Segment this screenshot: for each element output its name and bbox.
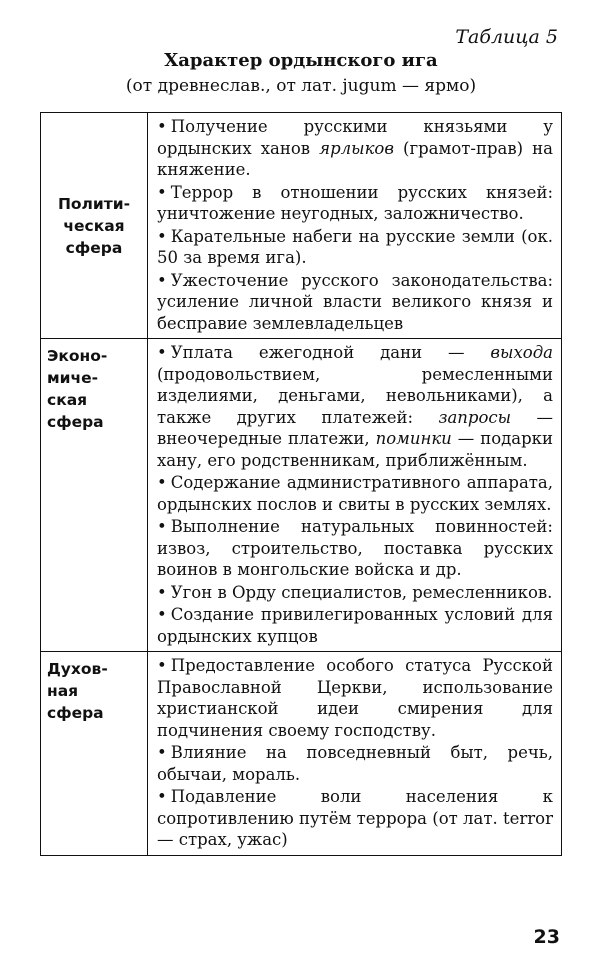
list-item: • Получение русскими князьями у ордынских ханов ярлыков (грамот-прав) на княжение. (157, 117, 554, 179)
bullet-icon: • (157, 473, 167, 492)
content-cell (148, 652, 562, 856)
bullet-icon: • (157, 787, 167, 806)
table-row (41, 339, 562, 652)
table-row (41, 113, 562, 339)
list-item: • Влияние на повседневный быт, речь, обычаи, мораль. (157, 743, 553, 784)
content-table (40, 112, 562, 856)
bullet-icon: • (157, 226, 167, 246)
bullet-icon: • (157, 117, 167, 136)
list-item: • Выполнение натуральных повинностей: извоз, строительство, поставка русских воинов в монгольские войска и др. (157, 517, 553, 579)
list-item: • Создание привилегированных условий для ордынских купцов (157, 605, 553, 646)
table-row (41, 652, 562, 856)
page-subtitle: (от древнеслав., от лат. jugum — ярмо) (125, 76, 477, 96)
list-item: • Содержание административного аппарата, ордынских послов и свиты в русских землях. (157, 473, 553, 514)
list-item: • Уплата ежегодной дани — выхода (продовольствием, ремесленными изделиями, деньгами, невольниками), а также других платежей: запросы — внеочередные платежи, поминки — подарки хану, его родственникам, приближённым. (157, 343, 553, 470)
bullet-icon: • (157, 343, 167, 362)
table-label: Таблица 5 (455, 26, 558, 48)
sphere-label: Полити- ческая сфера (57, 194, 131, 257)
sphere-cell (41, 652, 148, 856)
list-item: • Террор в отношении русских князей: уничтожение неугодных, заложничество. (157, 182, 553, 223)
bullet-icon: • (157, 270, 167, 290)
list-item: • Предоставление особого статуса Русской Православной Церкви, использование христианской идеи смирения для подчинения своему господству. (157, 656, 553, 740)
list-item: • Карательные набеги на русские земли (ок. 50 за время ига). (157, 226, 553, 267)
sphere-cell (41, 113, 148, 339)
page-number: 23 (533, 926, 560, 948)
list-item: • Ужесточение русского законодательства: усиление личной власти великого князя и бесправие землевладельцев (157, 270, 553, 333)
content-cell (148, 339, 562, 652)
bullet-icon: • (157, 182, 167, 202)
bullet-icon: • (157, 605, 167, 624)
sphere-cell (41, 339, 148, 652)
bullet-icon: • (157, 743, 167, 762)
sphere-label: Эконо- миче- ская сфера (47, 347, 108, 431)
bullet-icon: • (157, 656, 167, 675)
page-title: Характер ордынского ига (164, 50, 438, 71)
content-cell (148, 113, 562, 339)
list-item: • Угон в Орду специалистов, ремесленников. (157, 582, 553, 602)
bullet-icon: • (157, 582, 167, 602)
bullet-icon: • (157, 517, 167, 536)
list-item: • Подавление воли населения к сопротивлению путём террора (от лат. terror — страх, ужас) (157, 787, 553, 849)
sphere-label: Духов- ная сфера (47, 660, 108, 722)
